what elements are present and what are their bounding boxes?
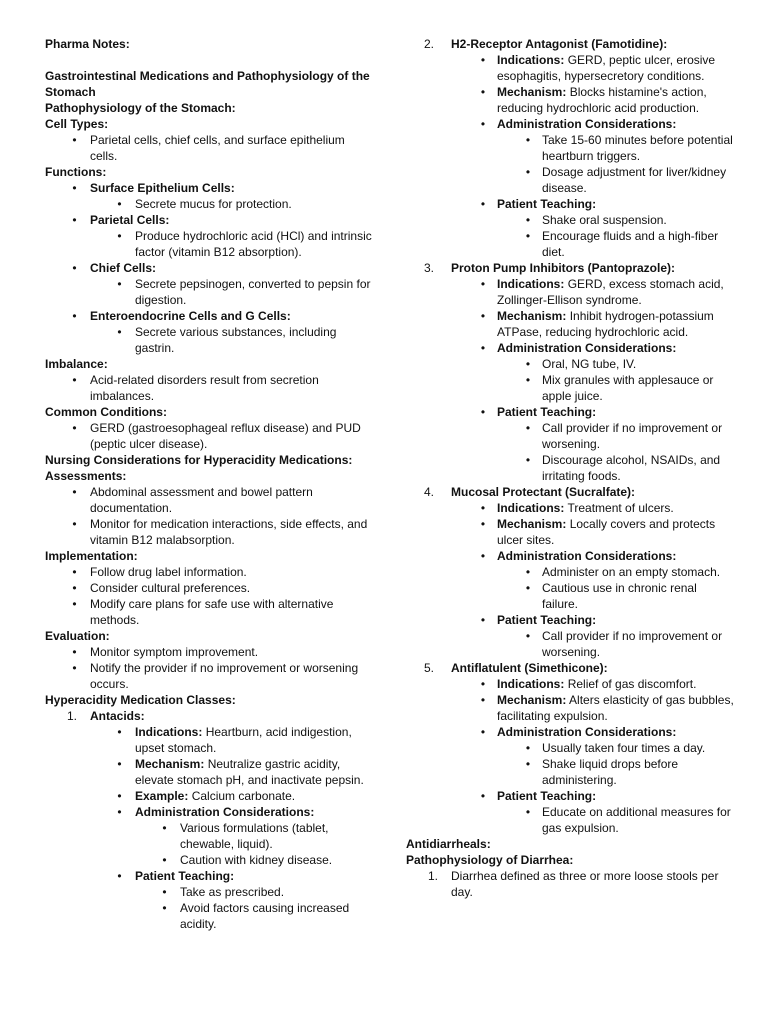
patho-title: Pathophysiology of the Stomach:	[45, 101, 236, 115]
list-item: • Usually taken four times a day.	[525, 741, 706, 755]
cell-types-heading: Cell Types:	[45, 117, 109, 131]
list-item: • Take as prescribed.	[162, 885, 285, 899]
common-conditions-heading: Common Conditions:	[45, 405, 167, 419]
list-item: • Discourage alcohol, NSAIDs, and irritating foods.	[525, 453, 721, 483]
list-item: • Consider cultural preferences.	[72, 581, 251, 595]
list-item: • Mechanism: Neutralize gastric acidity, elevate stomach pH, and inactivate pepsin.	[117, 757, 364, 787]
list-item: • Administration Considerations:	[117, 805, 315, 819]
list-item: • Administration Considerations:	[480, 725, 677, 739]
numbered-item-diarrhea: 1. Diarrhea defined as three or more loose stools per day.	[428, 869, 719, 899]
list-item: • Educate on additional measures for gas expulsion.	[525, 805, 731, 835]
functions-heading: Functions:	[45, 165, 107, 179]
evaluation-heading: Evaluation:	[45, 629, 110, 643]
implementation-heading: Implementation:	[45, 549, 138, 563]
list-item: • Oral, NG tube, IV.	[525, 357, 637, 371]
numbered-item-ppi: 3. Proton Pump Inhibitors (Pantoprazole):	[424, 261, 675, 275]
imbalance-heading: Imbalance:	[45, 357, 108, 371]
list-item: • Patient Teaching:	[480, 197, 597, 211]
list-item: • Indications: Relief of gas discomfort.	[480, 677, 697, 691]
list-item: • Follow drug label information.	[72, 565, 247, 579]
list-item: • Indications: GERD, excess stomach acid, Zollinger-Ellison syndrome.	[480, 277, 724, 307]
list-item: • Dosage adjustment for liver/kidney disease.	[525, 165, 727, 195]
list-item: • Secrete mucus for protection.	[117, 197, 292, 211]
list-item: • Patient Teaching:	[480, 613, 597, 627]
list-item: • Monitor for medication interactions, side effects, and vitamin B12 malabsorption.	[72, 517, 368, 547]
list-item: • Cautious use in chronic renal failure.	[525, 581, 697, 611]
right-column	[406, 36, 736, 900]
numbered-item-antiflatulent: 5. Antiflatulent (Simethicone):	[424, 661, 608, 675]
list-item: • Shake liquid drops before administering.	[525, 757, 679, 787]
list-item: • Secrete various substances, including gastrin.	[117, 325, 337, 355]
list-item: • Modify care plans for safe use with alternative methods.	[72, 597, 334, 627]
list-item: • Secrete pepsinogen, converted to pepsin for digestion.	[117, 277, 371, 307]
list-item: • Indications: GERD, peptic ulcer, erosive esophagitis, hypersecretory conditions.	[480, 53, 716, 83]
list-item: • Example: Calcium carbonate.	[117, 789, 296, 803]
list-item: • Abdominal assessment and bowel pattern documentation.	[72, 485, 313, 515]
list-item: • Chief Cells:	[72, 261, 157, 275]
list-item: • Enteroendocrine Cells and G Cells:	[72, 309, 291, 323]
nursing-heading: Nursing Considerations for Hyperacidity Medications:	[45, 453, 353, 467]
left-column	[45, 36, 375, 932]
list-item: • Monitor symptom improvement.	[72, 645, 259, 659]
list-item: • Indications: Heartburn, acid indigestion, upset stomach.	[117, 725, 352, 755]
antidiarrheals-heading: Antidiarrheals:	[406, 837, 491, 851]
list-item: • Parietal Cells:	[72, 213, 170, 227]
list-item: • Administration Considerations:	[480, 117, 677, 131]
list-item: • Mechanism: Blocks histamine's action, reducing hydrochloric acid production.	[480, 85, 707, 115]
list-item: • Mechanism: Alters elasticity of gas bubbles, facilitating expulsion.	[480, 693, 734, 723]
list-item: • Parietal cells, chief cells, and surface epithelium cells.	[72, 133, 345, 163]
list-item: • Shake oral suspension.	[525, 213, 667, 227]
list-item: • Call provider if no improvement or worsening.	[525, 629, 723, 659]
list-item: • Patient Teaching:	[480, 405, 597, 419]
diarrhea-patho-heading: Pathophysiology of Diarrhea:	[406, 853, 574, 867]
numbered-item-antacids: 1. Antacids:	[67, 709, 145, 723]
list-item: • Patient Teaching:	[117, 869, 235, 883]
list-item: • Patient Teaching:	[480, 789, 597, 803]
list-item: • Acid-related disorders result from secretion imbalances.	[72, 373, 319, 403]
list-item: • Indications: Treatment of ulcers.	[480, 501, 674, 515]
section-title: Gastrointestinal Medications and Pathophysiology of the Stomach	[45, 69, 370, 99]
numbered-item-h2: 2. H2-Receptor Antagonist (Famotidine):	[424, 37, 668, 51]
list-item: • Surface Epithelium Cells:	[72, 181, 235, 195]
list-item: • Administration Considerations:	[480, 341, 677, 355]
classes-heading: Hyperacidity Medication Classes:	[45, 693, 236, 707]
list-item: • Produce hydrochloric acid (HCl) and intrinsic factor (vitamin B12 absorption).	[117, 229, 372, 259]
list-item: • Mix granules with applesauce or apple juice.	[525, 373, 714, 403]
list-item: • Notify the provider if no improvement or worsening occurs.	[72, 661, 359, 691]
list-item: • Administer on an empty stomach.	[525, 565, 721, 579]
list-item: • Mechanism: Inhibit hydrogen-potassium ATPase, reducing hydrochloric acid.	[480, 309, 714, 339]
assessments-heading: Assessments:	[45, 469, 127, 483]
list-item: • Administration Considerations:	[480, 549, 677, 563]
list-item: • Encourage fluids and a high-fiber diet.	[525, 229, 719, 259]
list-item: • Avoid factors causing increased acidity.	[162, 901, 350, 931]
list-item: • Caution with kidney disease.	[162, 853, 333, 867]
document-title: Pharma Notes:	[45, 37, 130, 51]
list-item: • GERD (gastroesophageal reflux disease) and PUD (peptic ulcer disease).	[72, 421, 361, 451]
list-item: • Various formulations (tablet, chewable, liquid).	[162, 821, 329, 851]
list-item: • Mechanism: Locally covers and protects ulcer sites.	[480, 517, 716, 547]
numbered-item-mucosal: 4. Mucosal Protectant (Sucralfate):	[424, 485, 636, 499]
list-item: • Call provider if no improvement or worsening.	[525, 421, 723, 451]
list-item: • Take 15-60 minutes before potential heartburn triggers.	[525, 133, 733, 163]
